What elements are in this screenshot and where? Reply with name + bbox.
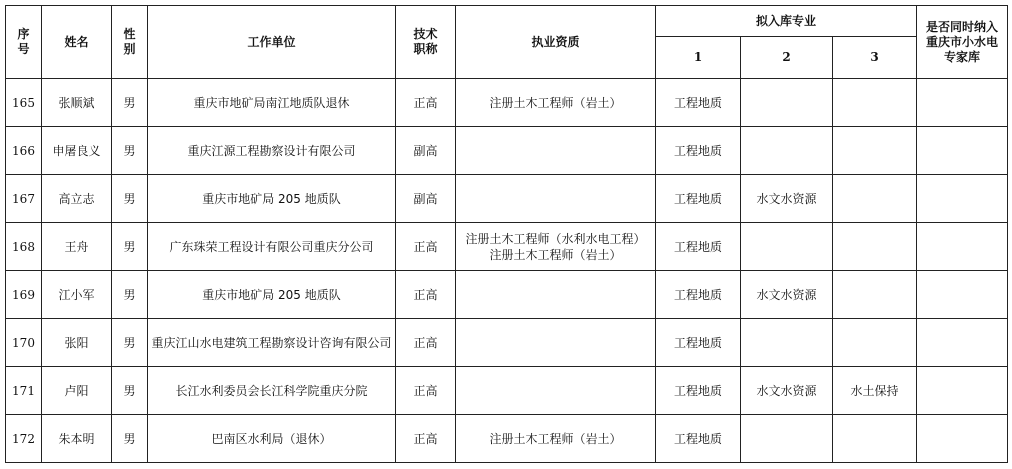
cell-name: 申屠良义 xyxy=(42,127,112,175)
cell-name: 张阳 xyxy=(42,319,112,367)
cell-specialty-1: 工程地质 xyxy=(656,127,741,175)
cell-specialty-2 xyxy=(741,79,833,127)
cell-seq: 170 xyxy=(6,319,42,367)
header-specialty: 拟入库专业 xyxy=(656,6,917,37)
cell-expert-pool xyxy=(917,223,1008,271)
cell-title: 正高 xyxy=(396,223,456,271)
header-seq: 序号 xyxy=(6,6,42,79)
cell-specialty-1: 工程地质 xyxy=(656,271,741,319)
cell-seq: 167 xyxy=(6,175,42,223)
header-specialty-1: 1 xyxy=(656,37,741,79)
header-employer: 工作单位 xyxy=(148,6,396,79)
cell-specialty-3 xyxy=(833,223,917,271)
cell-title: 副高 xyxy=(396,127,456,175)
cell-specialty-2 xyxy=(741,223,833,271)
cell-gender: 男 xyxy=(112,271,148,319)
cell-specialty-2 xyxy=(741,127,833,175)
header-title: 技术职称 xyxy=(396,6,456,79)
cell-title: 副高 xyxy=(396,175,456,223)
table-row xyxy=(6,415,1008,463)
cell-title: 正高 xyxy=(396,79,456,127)
cell-title: 正高 xyxy=(396,319,456,367)
cell-gender: 男 xyxy=(112,367,148,415)
table-row xyxy=(6,223,1008,271)
cell-gender: 男 xyxy=(112,415,148,463)
cell-name: 卢阳 xyxy=(42,367,112,415)
cell-specialty-3 xyxy=(833,415,917,463)
header-qualification: 执业资质 xyxy=(456,6,656,79)
cell-gender: 男 xyxy=(112,79,148,127)
cell-specialty-1: 工程地质 xyxy=(656,175,741,223)
cell-expert-pool xyxy=(917,319,1008,367)
cell-title: 正高 xyxy=(396,415,456,463)
table-body xyxy=(6,79,1008,463)
cell-employer: 重庆市地矿局南江地质队退休 xyxy=(148,79,396,127)
cell-qualification xyxy=(456,127,656,175)
header-specialty-3: 3 xyxy=(833,37,917,79)
cell-gender: 男 xyxy=(112,223,148,271)
cell-specialty-1: 工程地质 xyxy=(656,223,741,271)
cell-gender: 男 xyxy=(112,127,148,175)
cell-title: 正高 xyxy=(396,271,456,319)
table-row xyxy=(6,79,1008,127)
table-row xyxy=(6,367,1008,415)
cell-seq: 166 xyxy=(6,127,42,175)
cell-employer: 重庆市地矿局 205 地质队 xyxy=(148,271,396,319)
cell-specialty-2: 水文水资源 xyxy=(741,175,833,223)
cell-specialty-3 xyxy=(833,175,917,223)
table-row xyxy=(6,127,1008,175)
cell-employer: 巴南区水利局（退休） xyxy=(148,415,396,463)
cell-name: 王舟 xyxy=(42,223,112,271)
cell-specialty-2: 水文水资源 xyxy=(741,367,833,415)
cell-employer: 重庆江源工程勘察设计有限公司 xyxy=(148,127,396,175)
table-row xyxy=(6,319,1008,367)
header-specialty-2: 2 xyxy=(741,37,833,79)
cell-expert-pool xyxy=(917,367,1008,415)
cell-seq: 172 xyxy=(6,415,42,463)
cell-specialty-1: 工程地质 xyxy=(656,367,741,415)
cell-name: 朱本明 xyxy=(42,415,112,463)
cell-specialty-2 xyxy=(741,415,833,463)
cell-name: 江小军 xyxy=(42,271,112,319)
cell-specialty-2: 水文水资源 xyxy=(741,271,833,319)
cell-specialty-2 xyxy=(741,319,833,367)
cell-specialty-1: 工程地质 xyxy=(656,415,741,463)
cell-employer: 长江水利委员会长江科学院重庆分院 xyxy=(148,367,396,415)
cell-specialty-3 xyxy=(833,79,917,127)
cell-qualification xyxy=(456,319,656,367)
cell-name: 高立志 xyxy=(42,175,112,223)
header-name: 姓名 xyxy=(42,6,112,79)
cell-seq: 168 xyxy=(6,223,42,271)
cell-gender: 男 xyxy=(112,175,148,223)
cell-seq: 169 xyxy=(6,271,42,319)
cell-expert-pool xyxy=(917,415,1008,463)
header-gender: 性别 xyxy=(112,6,148,79)
cell-expert-pool xyxy=(917,79,1008,127)
cell-specialty-1: 工程地质 xyxy=(656,319,741,367)
cell-seq: 171 xyxy=(6,367,42,415)
cell-seq: 165 xyxy=(6,79,42,127)
cell-expert-pool xyxy=(917,175,1008,223)
header-expert-pool: 是否同时纳入重庆市小水电专家库 xyxy=(917,6,1008,79)
cell-qualification xyxy=(456,271,656,319)
cell-employer: 广东珠荣工程设计有限公司重庆分公司 xyxy=(148,223,396,271)
cell-specialty-3 xyxy=(833,271,917,319)
cell-employer: 重庆市地矿局 205 地质队 xyxy=(148,175,396,223)
cell-qualification: 注册土木工程师（岩土） xyxy=(456,415,656,463)
cell-expert-pool xyxy=(917,271,1008,319)
expert-roster-table xyxy=(5,5,1008,463)
cell-gender: 男 xyxy=(112,319,148,367)
table-row xyxy=(6,271,1008,319)
cell-specialty-3: 水土保持 xyxy=(833,367,917,415)
table-header xyxy=(6,6,1008,79)
cell-qualification: 注册土木工程师（水利水电工程） 注册土木工程师（岩土） xyxy=(456,223,656,271)
cell-specialty-3 xyxy=(833,319,917,367)
cell-qualification xyxy=(456,175,656,223)
cell-name: 张顺斌 xyxy=(42,79,112,127)
cell-expert-pool xyxy=(917,127,1008,175)
cell-qualification xyxy=(456,367,656,415)
cell-specialty-3 xyxy=(833,127,917,175)
cell-specialty-1: 工程地质 xyxy=(656,79,741,127)
cell-title: 正高 xyxy=(396,367,456,415)
cell-employer: 重庆江山水电建筑工程勘察设计咨询有限公司 xyxy=(148,319,396,367)
cell-qualification: 注册土木工程师（岩土） xyxy=(456,79,656,127)
table-row xyxy=(6,175,1008,223)
